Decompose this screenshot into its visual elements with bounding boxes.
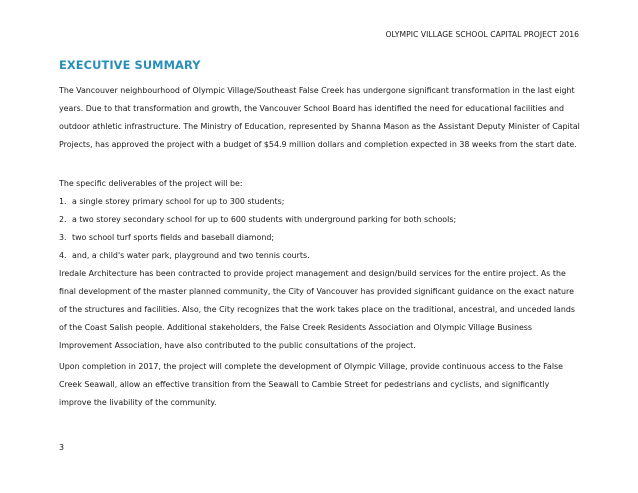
running-header: OLYMPIC VILLAGE SCHOOL CAPITAL PROJECT 2016 xyxy=(385,30,579,39)
list-item-number: 1. xyxy=(59,197,67,206)
deliverables-intro: The specific deliverables of the project will be: xyxy=(59,179,243,188)
intro-paragraph: The Vancouver neighbourhood of Olympic Village/Southeast False Creek has undergone significant transformation in the last eight years. Due to that transformation and growth, the Vancouver School Board has identified the need for educational facilities and outdoor athletic infrastructure. The Ministry of Education, represented by Shanna Mason as the Assistant Deputy Minister of Capital Projects, has approved the project with a budget of $54.9 million dollars and completion expected in 38 weeks from the start date. xyxy=(59,86,580,149)
list-item-number: 2. xyxy=(59,215,67,224)
list-item xyxy=(59,247,581,265)
list-item-text: and, a child's water park, playground and two tennis courts. xyxy=(72,251,310,260)
list-item-text: a single storey primary school for up to 300 students; xyxy=(72,197,285,206)
list-item-text: a two storey secondary school for up to 600 students with underground parking for both schools; xyxy=(72,215,457,224)
architecture-paragraph: Iredale Architecture has been contracted to provide project management and design/build services for the entire project. As the final development of the master planned community, the City of Vancouver has provided significant guidance on the exact nature of the structures and facilities. Also, the City recognizes that the work takes place on the traditional, ancestral, and unceded lands of the Coast Salish people. Additional stakeholders, the False Creek Residents Association and Olympic Village Business Improvement Association, have also contributed to the public consultations of the project. xyxy=(59,269,575,350)
list-item-text: two school turf sports fields and baseball diamond; xyxy=(72,233,274,242)
list-item xyxy=(59,193,581,211)
deliverables-list xyxy=(59,193,581,265)
list-item-number: 3. xyxy=(59,233,67,242)
page-number: 3 xyxy=(59,443,65,452)
completion-paragraph: Upon completion in 2017, the project will complete the development of Olympic Village, provide continuous access to the False Creek Seawall, allow an effective transition from the Seawall to Cambie Street for pedestrians and cyclists, and significantly improve the livability of the community. xyxy=(59,362,563,407)
list-item-number: 4. xyxy=(59,251,67,260)
list-item xyxy=(59,229,581,247)
list-item xyxy=(59,211,581,229)
section-heading: EXECUTIVE SUMMARY xyxy=(59,58,201,72)
